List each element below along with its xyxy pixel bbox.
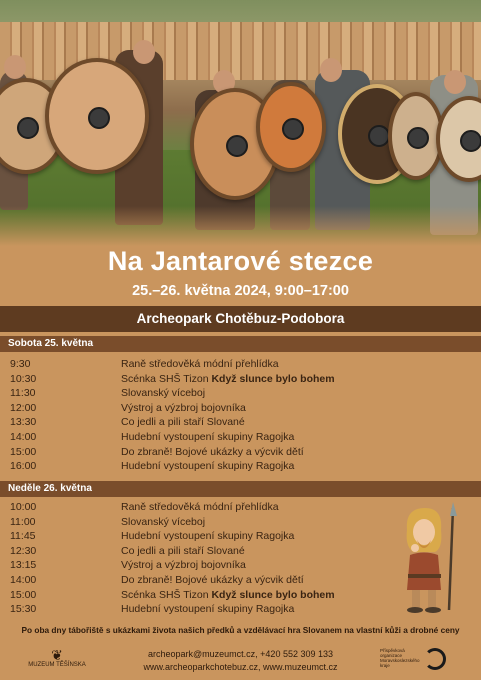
schedule-activity-text: Výstroj a výzbroj bojovníka	[121, 401, 246, 414]
warrior-head	[4, 55, 26, 79]
schedule-activity-text: Slovanský víceboj	[121, 387, 206, 400]
round-shield	[45, 58, 149, 174]
footnote: Po oba dny tábořiště s ukázkami života našich předků a vzdělávací hra Slovanem na vlastní kůži a drobné ceny	[21, 625, 460, 635]
schedule-activity	[121, 544, 245, 559]
schedule-time: 14:00	[10, 573, 37, 586]
schedule-time: 11:30	[10, 387, 36, 400]
schedule-activity-text: Hudební vystoupení skupiny Ragojka	[121, 460, 295, 473]
schedule-activity	[121, 602, 294, 617]
schedule-time: 10:00	[10, 501, 37, 513]
schedule-time: 13:15	[10, 559, 37, 572]
schedule-activity-text: Raně středověká módní přehlídka	[121, 501, 279, 513]
region-ring-icon	[424, 648, 446, 670]
schedule-activity	[121, 529, 294, 544]
schedule-row	[0, 415, 481, 430]
schedule-activity-text: Scénka SHŠ Tizon	[121, 588, 212, 601]
schedule-time: 12:00	[10, 401, 37, 414]
photo-fade	[0, 206, 481, 246]
warrior-head	[444, 70, 466, 94]
schedule-activity-title: Když slunce bylo bohem	[211, 588, 335, 601]
hero-photo	[0, 0, 481, 246]
contact-websites[interactable]: www.archeoparkchotebuz.cz, www.muzeumct.cz	[143, 662, 338, 672]
schedule-activity-text: Hudební vystoupení skupiny Ragojka	[121, 603, 295, 616]
region-logo-text: Příspěvková organizace Moravskoslezského kraje	[380, 648, 420, 668]
schedule-activity	[121, 357, 279, 372]
schedule-activity	[121, 515, 205, 530]
warrior-head	[133, 40, 155, 64]
footer	[0, 640, 481, 680]
schedule-activity	[121, 415, 245, 430]
round-shield	[256, 82, 326, 172]
schedule-activity	[121, 372, 335, 387]
schedule-activity	[121, 500, 279, 515]
schedule-activity	[121, 401, 246, 416]
schedule-activity	[121, 445, 304, 460]
schedule-time: 15:30	[10, 603, 37, 616]
schedule-activity	[121, 430, 294, 445]
schedule-time: 13:30	[10, 416, 37, 429]
schedule-activity-text: Do zbraně! Bojové ukázky a výcvik dětí	[121, 445, 304, 458]
schedule-activity-text: Hudební vystoupení skupiny Ragojka	[121, 530, 295, 543]
schedule-activity-text: Raně středověká módní přehlídka	[121, 358, 279, 370]
slav-warrior-illustration	[395, 500, 465, 615]
schedule-time: 15:00	[10, 588, 37, 601]
schedule-activity-text: Co jedli a pili staří Slované	[121, 416, 245, 429]
schedule-time: 14:00	[10, 430, 37, 443]
schedule-row	[0, 357, 481, 372]
schedule-activity	[121, 386, 205, 401]
schedule-time: 11:45	[10, 530, 36, 543]
schedule-row	[0, 372, 481, 387]
event-dates: 25.–26. května 2024, 9:00–17:00	[132, 283, 349, 299]
schedule-activity	[121, 558, 246, 573]
schedule-row	[0, 445, 481, 460]
schedule-row	[0, 430, 481, 445]
event-venue: Archeopark Chotěbuz-Podobora	[0, 306, 481, 332]
schedule-time: 9:30	[10, 358, 31, 370]
schedule-activity-text: Do zbraně! Bojové ukázky a výcvik dětí	[121, 573, 304, 586]
schedule-row	[0, 386, 481, 401]
schedule-activity-text: Výstroj a výzbroj bojovníka	[121, 559, 246, 572]
museum-logo-text: MUZEUM TĚŠÍNSKA	[28, 662, 86, 668]
region-logo	[380, 648, 450, 668]
schedule-time: 12:30	[10, 544, 37, 557]
schedule-row	[0, 459, 481, 474]
schedule-activity-text: Slovanský víceboj	[121, 515, 206, 528]
schedule-activity	[121, 459, 294, 474]
schedule-time: 15:00	[10, 445, 37, 458]
day-heading-saturday: Sobota 25. května	[0, 336, 481, 352]
schedule-time: 11:00	[10, 515, 36, 528]
schedule-saturday	[0, 357, 481, 474]
warrior-head	[320, 58, 342, 82]
day-heading-sunday: Neděle 26. května	[0, 481, 481, 497]
lotus-icon: ❦	[51, 647, 63, 663]
schedule-time: 16:00	[10, 460, 37, 473]
schedule-time: 10:30	[10, 372, 37, 385]
schedule-activity	[121, 573, 304, 588]
schedule-activity-text: Scénka SHŠ Tizon	[121, 372, 212, 385]
event-title: Na Jantarové stezce	[107, 246, 374, 276]
schedule-activity-title: Když slunce bylo bohem	[211, 372, 335, 385]
schedule-activity-text: Hudební vystoupení skupiny Ragojka	[121, 430, 295, 443]
schedule-activity-text: Co jedli a pili staří Slované	[121, 544, 245, 557]
schedule-activity	[121, 588, 335, 603]
schedule-row	[0, 401, 481, 416]
contact-email-phone[interactable]: archeopark@muzeumct.cz, +420 552 309 133	[148, 649, 333, 659]
